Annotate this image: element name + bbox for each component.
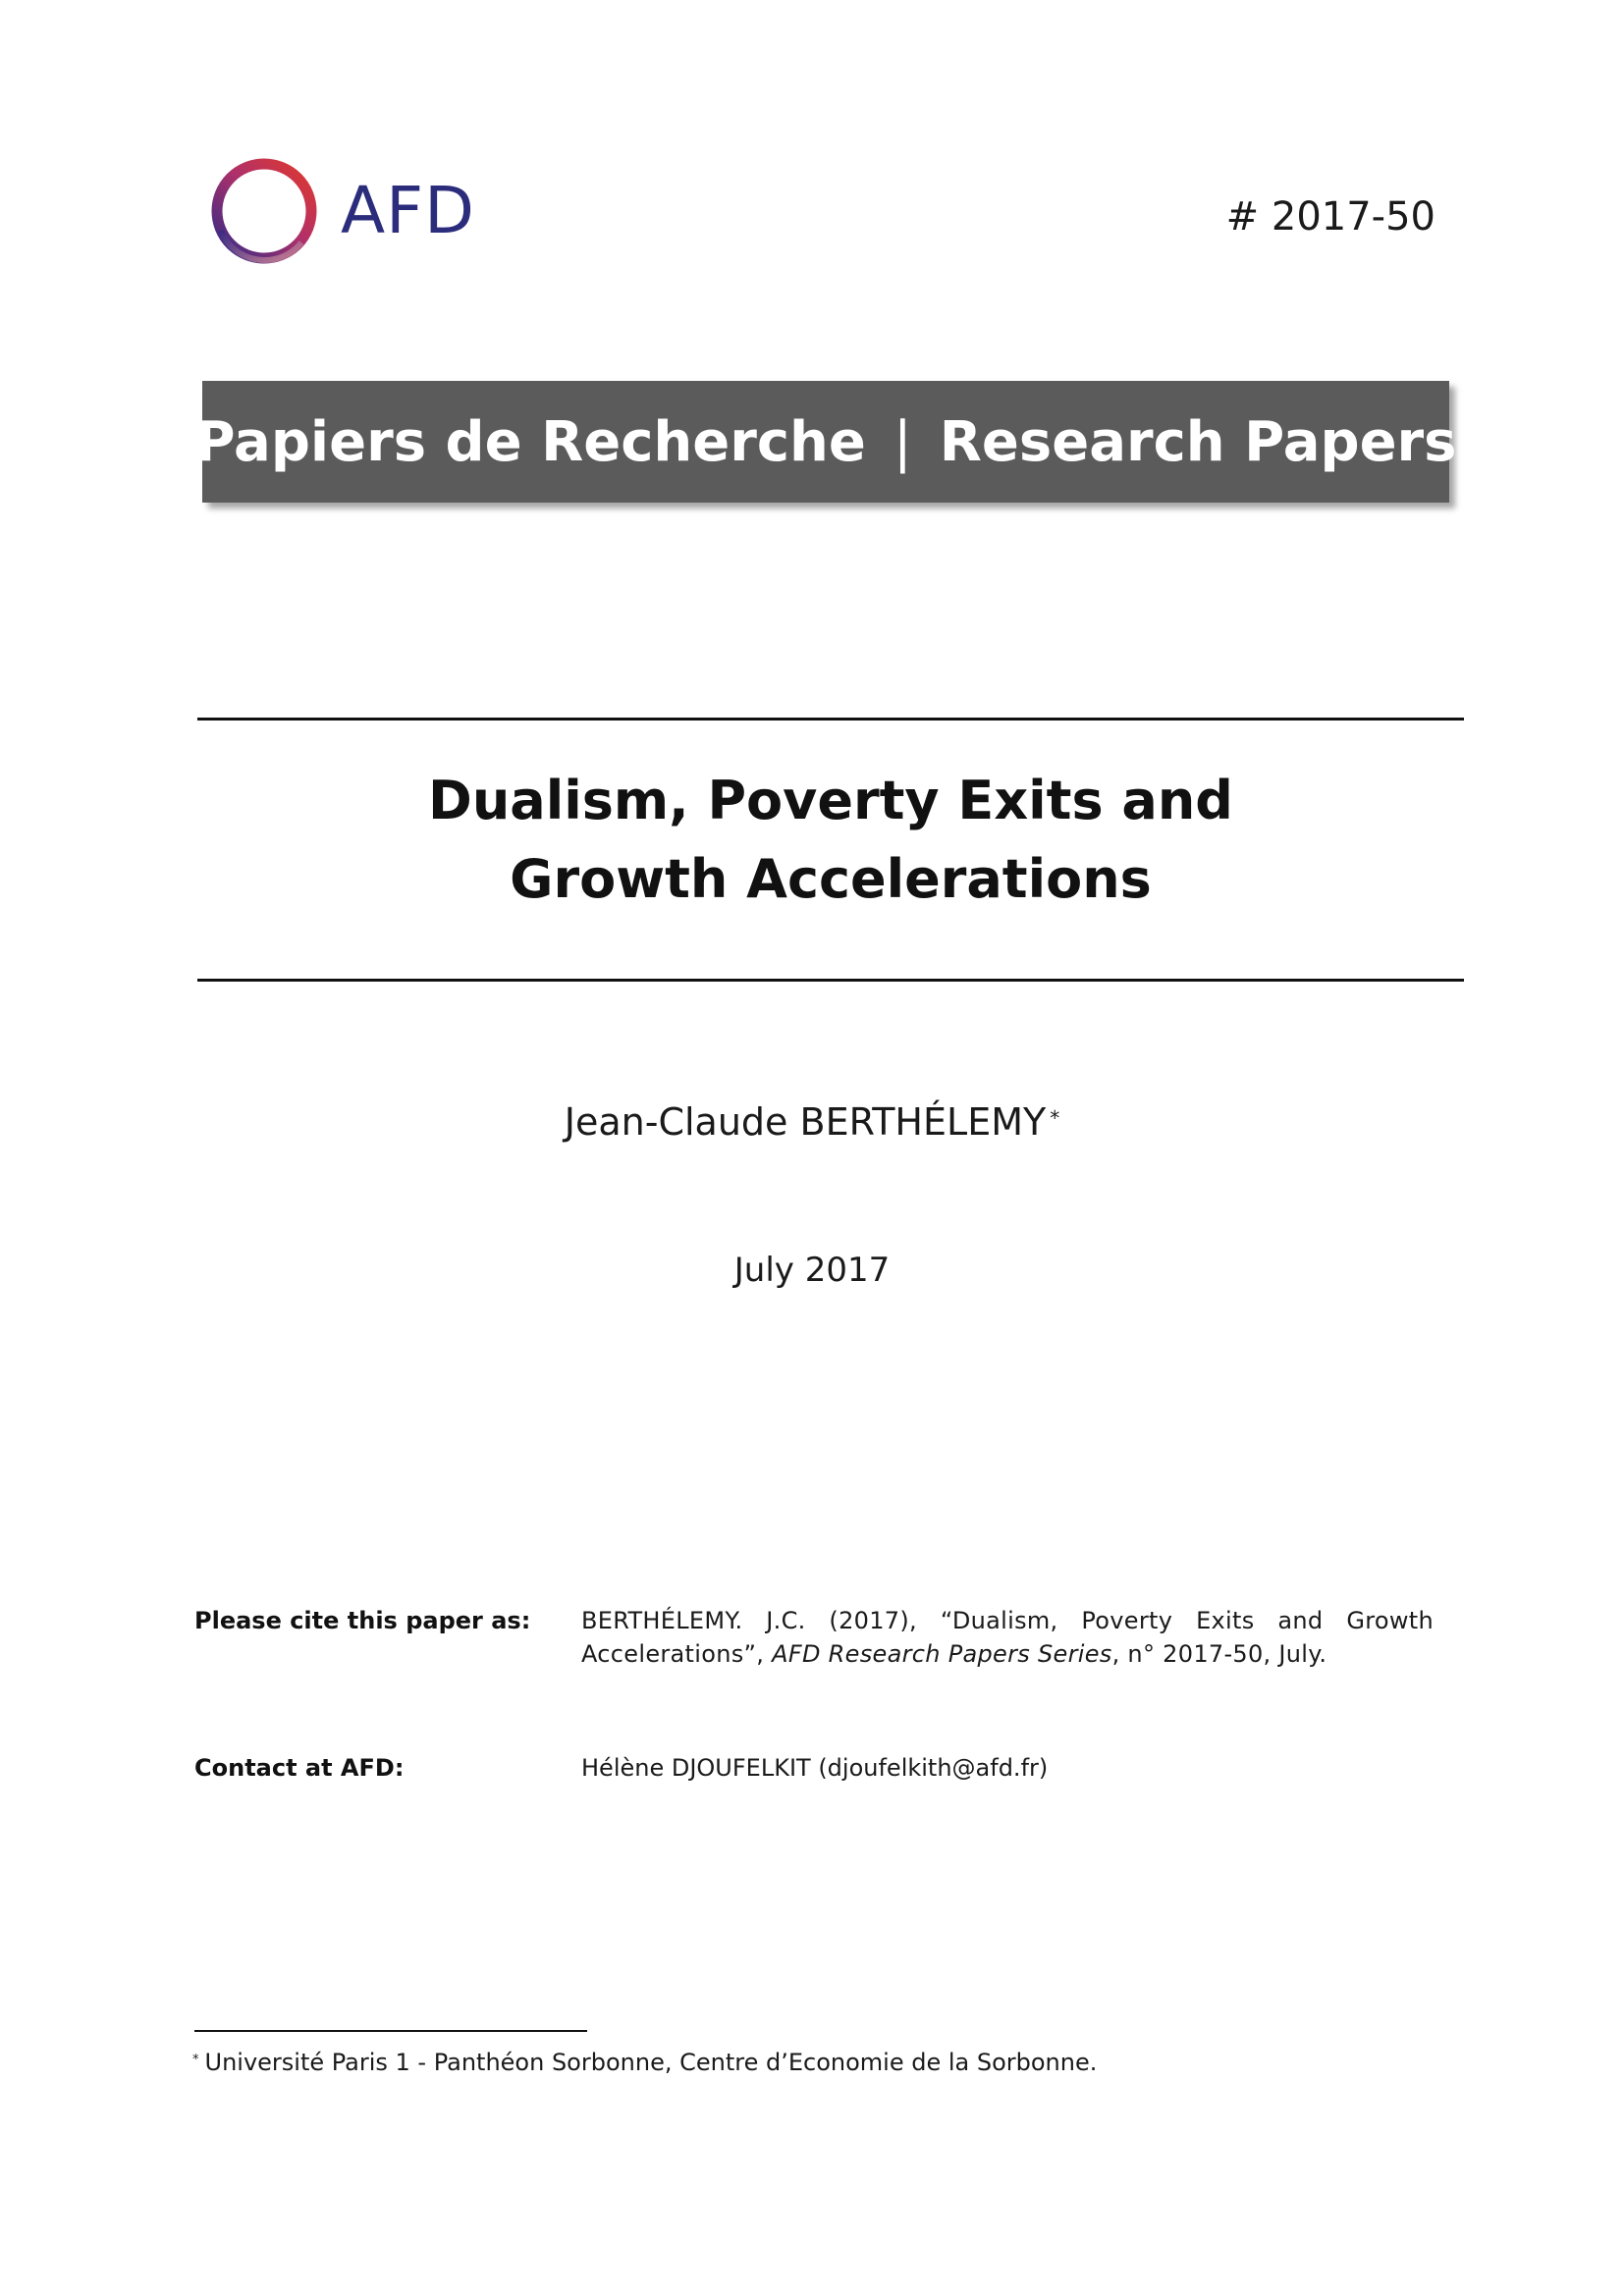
contact-label: Contact at AFD: xyxy=(194,1754,405,1782)
title-rule-bottom xyxy=(197,979,1464,982)
series-banner xyxy=(194,381,1457,503)
logo-text: AFD xyxy=(341,173,475,248)
citation-label: Please cite this paper as: xyxy=(194,1607,531,1634)
series-separator: | xyxy=(893,409,912,474)
publication-date: July 2017 xyxy=(733,1251,891,1290)
footnote-text: Université Paris 1 - Panthéon Sorbonne, Centre d’Economie de la Sorbonne. xyxy=(204,2049,1098,2076)
afd-logo xyxy=(203,152,498,268)
citation-text xyxy=(581,1604,1434,1671)
footnote xyxy=(192,2046,1097,2079)
series-title-english: Research Papers xyxy=(939,409,1457,474)
paper-title-line-1: Dualism, Poverty Exits and xyxy=(428,770,1233,831)
title-rule-top xyxy=(197,718,1464,721)
series-title-french: Papiers de Recherche xyxy=(194,409,866,474)
citation-text-end: , n° 2017-50, July. xyxy=(1111,1640,1327,1668)
paper-number: # 2017-50 xyxy=(1225,194,1435,240)
footnote-marker: * xyxy=(192,2053,199,2067)
author xyxy=(0,1097,1624,1147)
paper-title-line-2: Growth Accelerations xyxy=(510,848,1152,910)
citation-series-name: AFD Research Papers Series xyxy=(772,1640,1112,1668)
citation-text-main: BERTHÉLEMY. J.C. (2017), “Dualism, Poverty Exits and Growth Accelerations”, xyxy=(581,1607,1434,1668)
footnote-rule xyxy=(194,2030,587,2032)
author-footnote-marker: * xyxy=(1050,1106,1060,1130)
contact-text: Hélène DJOUFELKIT (djoufelkith@afd.fr) xyxy=(581,1754,1049,1782)
paper-title xyxy=(197,762,1464,919)
afd-ring-icon xyxy=(203,152,331,268)
author-name: Jean-Claude BERTHÉLEMY xyxy=(564,1100,1047,1144)
